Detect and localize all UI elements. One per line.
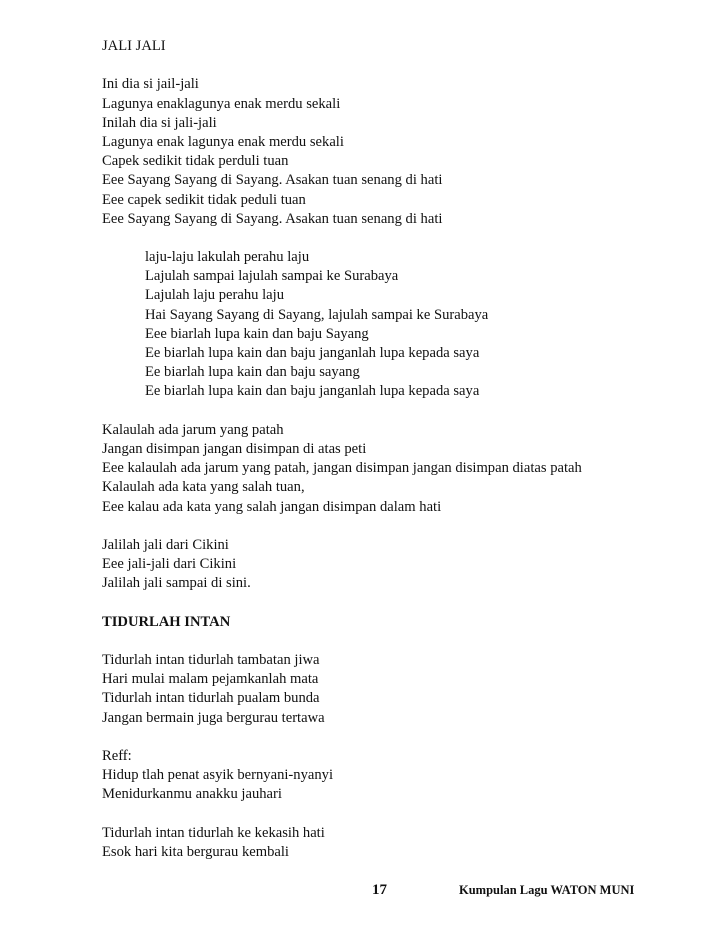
lyric-line: Eee biarlah lupa kain dan baju Sayang: [145, 325, 369, 342]
stanza: [102, 75, 702, 229]
song-title-tidurlah-intan: TIDURLAH INTAN: [102, 613, 231, 630]
lyric-line: Inilah dia si jali-jali: [102, 114, 217, 131]
lyric-line: Menidurkanmu anakku jauhari: [102, 786, 282, 803]
lyric-line: Lagunya enaklagunya enak merdu sekali: [102, 95, 341, 112]
lyric-line: Jangan bermain juga bergurau tertawa: [102, 709, 325, 726]
song-title-jali-jali: JALI JALI: [102, 38, 166, 54]
lyric-line: Eee Sayang Sayang di Sayang. Asakan tuan senang di hati: [102, 172, 443, 189]
stanza: [102, 824, 702, 862]
lyric-line: Jangan disimpan jangan disimpan di atas peti: [102, 440, 367, 457]
stanza: [102, 651, 702, 728]
lyric-line: Kalaulah ada jarum yang patah: [102, 421, 284, 438]
lyric-line: Tidurlah intan tidurlah ke kekasih hati: [102, 824, 325, 841]
lyric-line: Hai Sayang Sayang di Sayang, lajulah sampai ke Surabaya: [145, 306, 489, 323]
lyric-line: Lajulah laju perahu laju: [145, 287, 284, 304]
lyric-line: Hidup tlah penat asyik bernyani-nyanyi: [102, 767, 334, 784]
lyric-line: Eee kalau ada kata yang salah jangan disimpan dalam hati: [102, 498, 442, 515]
lyric-line: Eee kalaulah ada jarum yang patah, jangan disimpan jangan disimpan diatas patah: [102, 460, 582, 477]
lyric-line: Jalilah jali dari Cikini: [102, 536, 229, 553]
lyric-line: Lajulah sampai lajulah sampai ke Surabaya: [145, 268, 399, 285]
lyric-line: Hari mulai malam pejamkanlah mata: [102, 671, 319, 688]
page-number: 17: [372, 882, 387, 898]
lyric-line: Lagunya enak lagunya enak merdu sekali: [102, 133, 344, 150]
lyric-line: laju-laju lakulah perahu laju: [145, 249, 310, 266]
lyric-line: Reff:: [102, 747, 132, 764]
lyric-line: Kalaulah ada kata yang salah tuan,: [102, 479, 305, 496]
song-body-tidurlah-intan: [102, 651, 702, 862]
lyric-line: Capek sedikit tidak perduli tuan: [102, 153, 289, 170]
lyric-line: Eee Sayang Sayang di Sayang. Asakan tuan senang di hati: [102, 210, 443, 227]
lyric-line: Ee biarlah lupa kain dan baju janganlah lupa kepada saya: [145, 383, 480, 400]
song-body-jali-jali: [102, 75, 702, 593]
song-document: [102, 37, 702, 862]
lyric-line: Eee jali-jali dari Cikini: [102, 556, 237, 573]
lyric-line: Jalilah jali sampai di sini.: [102, 575, 251, 592]
page-footer: [0, 882, 728, 902]
lyric-line: Tidurlah intan tidurlah pualam bunda: [102, 690, 320, 707]
stanza: [102, 747, 702, 805]
lyric-line: Eee capek sedikit tidak peduli tuan: [102, 191, 306, 208]
stanza: [102, 536, 702, 594]
book-title: Kumpulan Lagu WATON MUNI: [459, 883, 635, 897]
lyric-line: Ee biarlah lupa kain dan baju sayang: [145, 364, 360, 381]
stanza: [102, 421, 702, 517]
lyric-line: Esok hari kita bergurau kembali: [102, 843, 289, 860]
lyric-line: Tidurlah intan tidurlah tambatan jiwa: [102, 652, 320, 668]
lyric-line: Ini dia si jail-jali: [102, 76, 199, 93]
stanza: [102, 248, 702, 402]
lyric-line: Ee biarlah lupa kain dan baju janganlah lupa kepada saya: [145, 345, 480, 361]
